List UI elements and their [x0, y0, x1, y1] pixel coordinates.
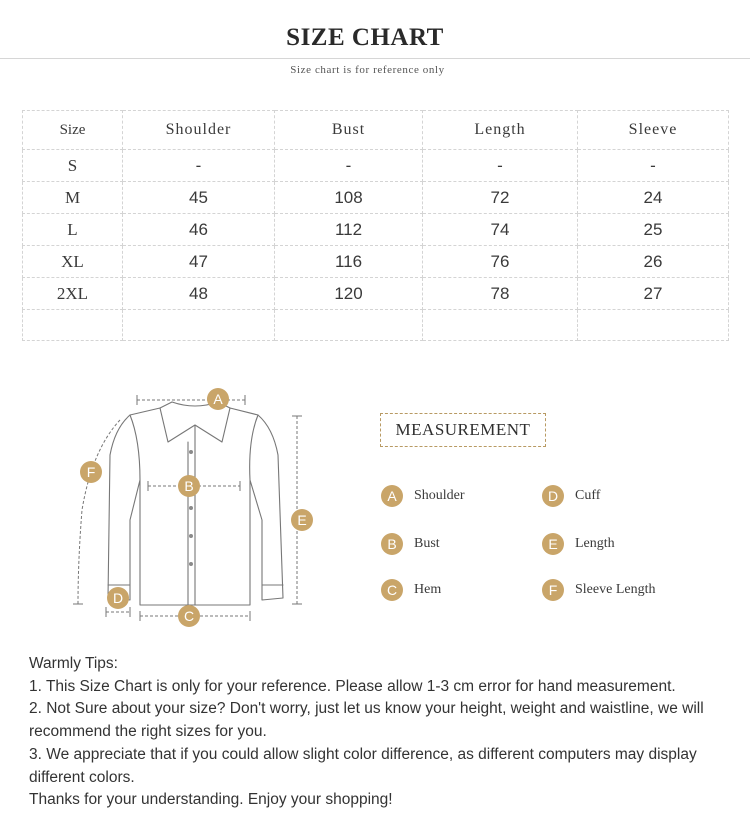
empty-cell	[578, 310, 729, 341]
table-row	[23, 278, 729, 310]
tip-line: 2. Not Sure about your size? Don't worry, just let us know your height, weight and waistline, we will recommend the right sizes for you.	[29, 700, 704, 741]
shirt-button	[189, 450, 193, 454]
table-row-empty	[23, 310, 729, 341]
empty-cell	[423, 310, 578, 341]
tip-line: Thanks for your understanding. Enjoy your shopping!	[29, 791, 393, 809]
shirt-button	[189, 562, 193, 566]
bust-cell: -	[275, 150, 423, 182]
bust-cell: 116	[275, 246, 423, 278]
diagram-badge-a	[207, 388, 229, 410]
legend-label-shoulder: Shoulder	[414, 488, 465, 503]
length-cell: 78	[423, 278, 578, 310]
legend-badge-d: D	[542, 485, 564, 507]
legend-label-bust: Bust	[414, 536, 440, 551]
column-header-bust: Bust	[275, 111, 423, 150]
legend-item-cuff	[542, 484, 600, 508]
left-sleeve-seam	[130, 415, 140, 480]
shoulder-cell: 46	[123, 214, 275, 246]
diagram-badge-b-letter: B	[184, 478, 194, 494]
diagram-badge-f	[80, 461, 102, 483]
size-cell: XL	[23, 246, 123, 278]
legend-label-cuff: Cuff	[575, 488, 601, 503]
right-sleeve-seam	[250, 415, 258, 480]
length-cell: 74	[423, 214, 578, 246]
shoulder-cell: 45	[123, 182, 275, 214]
table-row	[23, 214, 729, 246]
legend-badge-c: C	[381, 579, 403, 601]
tips-section	[29, 653, 744, 812]
page-title: SIZE CHART	[286, 24, 444, 51]
tip-line: 3. We appreciate that if you could allow slight color difference, as different computers may display different colors.	[29, 745, 697, 786]
sleeve-cell: 27	[578, 278, 729, 310]
length-cell: 72	[423, 182, 578, 214]
legend-label-hem: Hem	[414, 582, 442, 597]
legend-item-sleeve-length	[542, 578, 655, 602]
title-divider	[0, 58, 750, 59]
column-header-shoulder: Shoulder	[123, 111, 275, 150]
length-cell: 76	[423, 246, 578, 278]
bust-cell: 120	[275, 278, 423, 310]
tips-heading: Warmly Tips:	[29, 655, 118, 672]
empty-cell	[23, 310, 123, 341]
diagram-badge-f-letter: F	[86, 464, 96, 480]
sleeve-cell: 26	[578, 246, 729, 278]
legend-label-length: Length	[575, 536, 615, 551]
legend-badge-b: B	[381, 533, 403, 555]
bust-cell: 108	[275, 182, 423, 214]
diagram-badge-d-letter: D	[112, 590, 124, 606]
diagram-badge-b	[178, 475, 200, 497]
legend-item-hem	[381, 578, 441, 602]
length-cell: -	[423, 150, 578, 182]
diagram-badge-e-letter: E	[297, 512, 307, 528]
legend-item-shoulder	[381, 484, 465, 508]
sleeve-cell: 25	[578, 214, 729, 246]
diagram-badge-e	[291, 509, 313, 531]
size-cell: M	[23, 182, 123, 214]
column-header-length: Length	[423, 111, 578, 150]
sleeve-cell: 24	[578, 182, 729, 214]
shirt-button	[189, 506, 193, 510]
shirt-measurement-diagram	[60, 380, 340, 640]
measurement-heading: MEASUREMENT	[380, 413, 546, 447]
size-cell: S	[23, 150, 123, 182]
bust-cell: 112	[275, 214, 423, 246]
diagram-badge-c	[178, 605, 200, 627]
sleeve-measure-line	[78, 420, 120, 604]
size-table	[22, 110, 729, 341]
legend-badge-a: A	[381, 485, 403, 507]
size-cell: L	[23, 214, 123, 246]
shirt-button	[189, 534, 193, 538]
legend-badge-e: E	[542, 533, 564, 555]
legend-badge-f: F	[542, 579, 564, 601]
column-header-sleeve: Sleeve	[578, 111, 729, 150]
shoulder-cell: 48	[123, 278, 275, 310]
table-row	[23, 150, 729, 182]
column-header-size: Size	[23, 111, 123, 150]
table-row	[23, 246, 729, 278]
tip-line: 1. This Size Chart is only for your reference. Please allow 1-3 cm error for hand measurement.	[29, 677, 676, 695]
legend-item-length	[542, 532, 615, 556]
legend-label-sleeve-length: Sleeve Length	[575, 582, 656, 597]
size-cell: 2XL	[23, 278, 123, 310]
sleeve-cell: -	[578, 150, 729, 182]
page-subtitle: Size chart is for reference only	[290, 64, 445, 76]
shirt-diagram-svg	[60, 380, 340, 640]
diagram-badge-d	[107, 587, 129, 609]
shoulder-cell: 47	[123, 246, 275, 278]
table-header-row	[23, 111, 729, 150]
empty-cell	[275, 310, 423, 341]
legend-item-bust	[381, 532, 440, 556]
empty-cell	[123, 310, 275, 341]
table-row	[23, 182, 729, 214]
shoulder-cell: -	[123, 150, 275, 182]
diagram-badge-c-letter: C	[183, 608, 195, 624]
diagram-badge-a-letter: A	[213, 391, 223, 407]
